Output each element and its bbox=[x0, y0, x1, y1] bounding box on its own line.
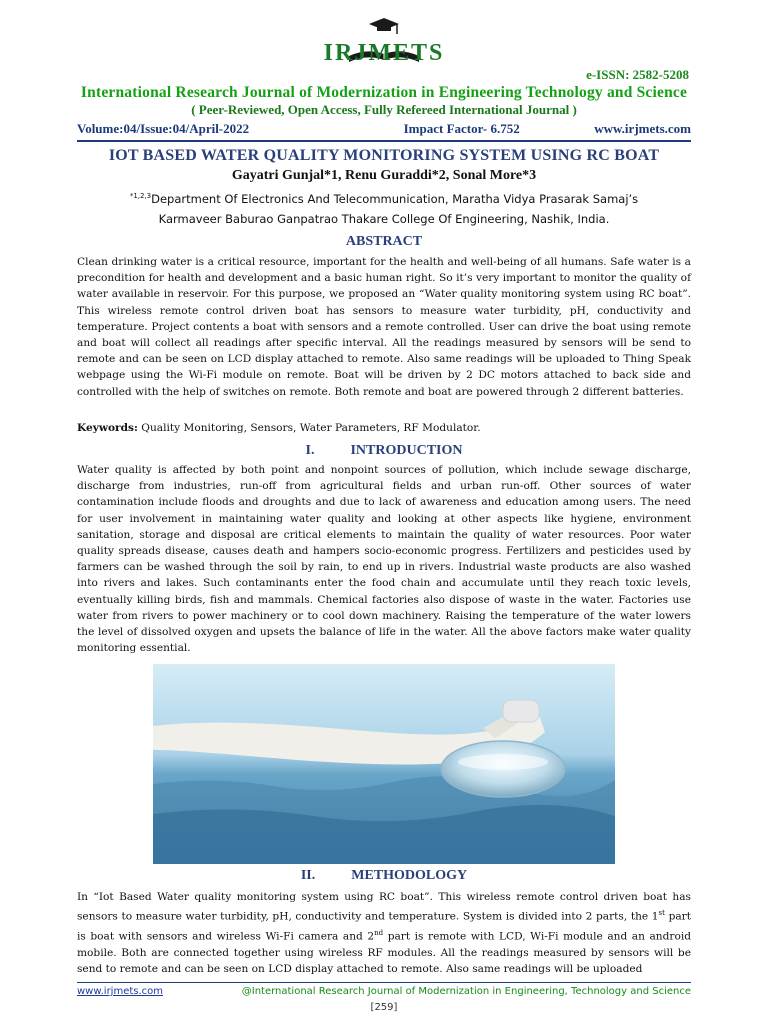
header-rule bbox=[77, 140, 691, 142]
introduction-body: Water quality is affected by both point and nonpoint sources of pollution, which include sewage discharge, discharge from industries, run-off from agricultural fields and urban run-off. Other sources of water contamination include floods and droughts and due to lack of awareness and education among users. The need for user involvement in maintaining water quality and looking at other aspects like hygiene, environment sanitation, storage and disposal are critical elements to maintain the quality of water resources. Poor water quality spreads disease, causes death and hampers socio-economic progress. Fertilizers and pesticides used by farmers can be washed through the soil by rain, to end up in rivers. Industrial waste products are also washed into rivers and lakes. Such contaminants enter the food chain and accumulate until they reach toxic levels, eventually killing birds, fish and mammals. Chemical factories also dispose of waste in the water. Factories use water from rivers to power machinery or to cool down machinery. Raising the temperature of the water lowers the level of dissolved oxygen and upsets the balance of life in the water. All the above factors make water quality monitoring essential. bbox=[77, 464, 691, 655]
affiliation-line-1: $^{*1,2,3}$Department Of Electronics And Telecommunication, Maratha Vidya Prasarak Samaj’s bbox=[129, 192, 639, 206]
affiliation-line-2: Karmaveer Baburao Ganpatrao Thakare College Of Engineering, Nashik, India. bbox=[158, 212, 610, 226]
journal-meta-row bbox=[77, 121, 691, 137]
footer-rule bbox=[77, 982, 691, 983]
logo-text: IRJMETS bbox=[323, 40, 445, 66]
volume-issue: Volume:04/Issue:04/April-2022 bbox=[77, 121, 250, 136]
journal-website[interactable]: www.irjmets.com bbox=[594, 121, 691, 136]
journal-subtitle: ( Peer-Reviewed, Open Access, Fully Refereed International Journal ) bbox=[191, 102, 577, 117]
abstract-body: Clean drinking water is a critical resource, important for the health and well-being of all humans. Safe water is a precondition for health and development and a basic human right. So it’s very important to monitor the quality of water available in reservoir. For this purpose, we proposed an “Water quality monitoring system using RC boat”. This wireless remote control driven boat has sensors to measure water turbidity, pH, conductivity and temperature. Project contents a boat with sensors and a remote controlled. User can drive the boat using remote and boat will collect all readings after specific interval. All the readings measured by sensors will be send to remote and can be seen on LCD display attached to remote. Also same readings will be uploaded to Thing Speak webpage using the Wi-Fi module on remote. Boat will be driven by 2 DC motors attached to back side and controlled with the help of switches on remote. Both remote and boat are powered through 2 different batteries. bbox=[77, 256, 691, 398]
footer-website-link[interactable]: www.irjmets.com bbox=[77, 986, 164, 997]
keywords-label: Keywords: bbox=[77, 422, 138, 434]
impact-factor: Impact Factor- 6.752 bbox=[403, 121, 520, 136]
issn: e-ISSN: 2582-5208 bbox=[586, 67, 689, 82]
introduction-heading: I. INTRODUCTION bbox=[305, 443, 463, 458]
footer-journal-credit: @International Research Journal of Modernization in Engineering, Technology and Science bbox=[241, 986, 691, 997]
methodology-body: In “Iot Based Water quality monitoring system using RC boat”. This wireless remote control driven boat has sensors to measure water turbidity, pH, conductivity and temperature. System is divided into 2 parts, the 1st part is boat with sensors and wireless Wi-Fi camera and 2nd part is remote with LCD, Wi-Fi module and an android mobile. Both are connected together using wireless RF modules. All the readings measured by sensors will be send to remote and can be seen on LCD display attached to remote. Also same readings will be uploaded bbox=[77, 891, 692, 975]
abstract-heading: ABSTRACT bbox=[345, 234, 423, 249]
journal-logo bbox=[0, 12, 768, 67]
journal-title: International Research Journal of Modernization in Engineering Technology and Science bbox=[80, 84, 688, 101]
affiliation-sup: *1,2,3 bbox=[129, 192, 152, 201]
gloved-hand-water-sample-photo bbox=[153, 664, 615, 864]
methodology-heading: II. METHODOLOGY bbox=[300, 868, 468, 883]
page-number: [259] bbox=[370, 1002, 398, 1013]
paper-title: IOT BASED WATER QUALITY MONITORING SYSTEM USING RC BOAT bbox=[108, 147, 660, 164]
keywords-line bbox=[77, 420, 691, 436]
paper-authors: Gayatri Gunjal*1, Renu Guraddi*2, Sonal More*3 bbox=[231, 168, 537, 183]
keywords-text: Quality Monitoring, Sensors, Water Parameters, RF Modulator. bbox=[137, 422, 481, 434]
